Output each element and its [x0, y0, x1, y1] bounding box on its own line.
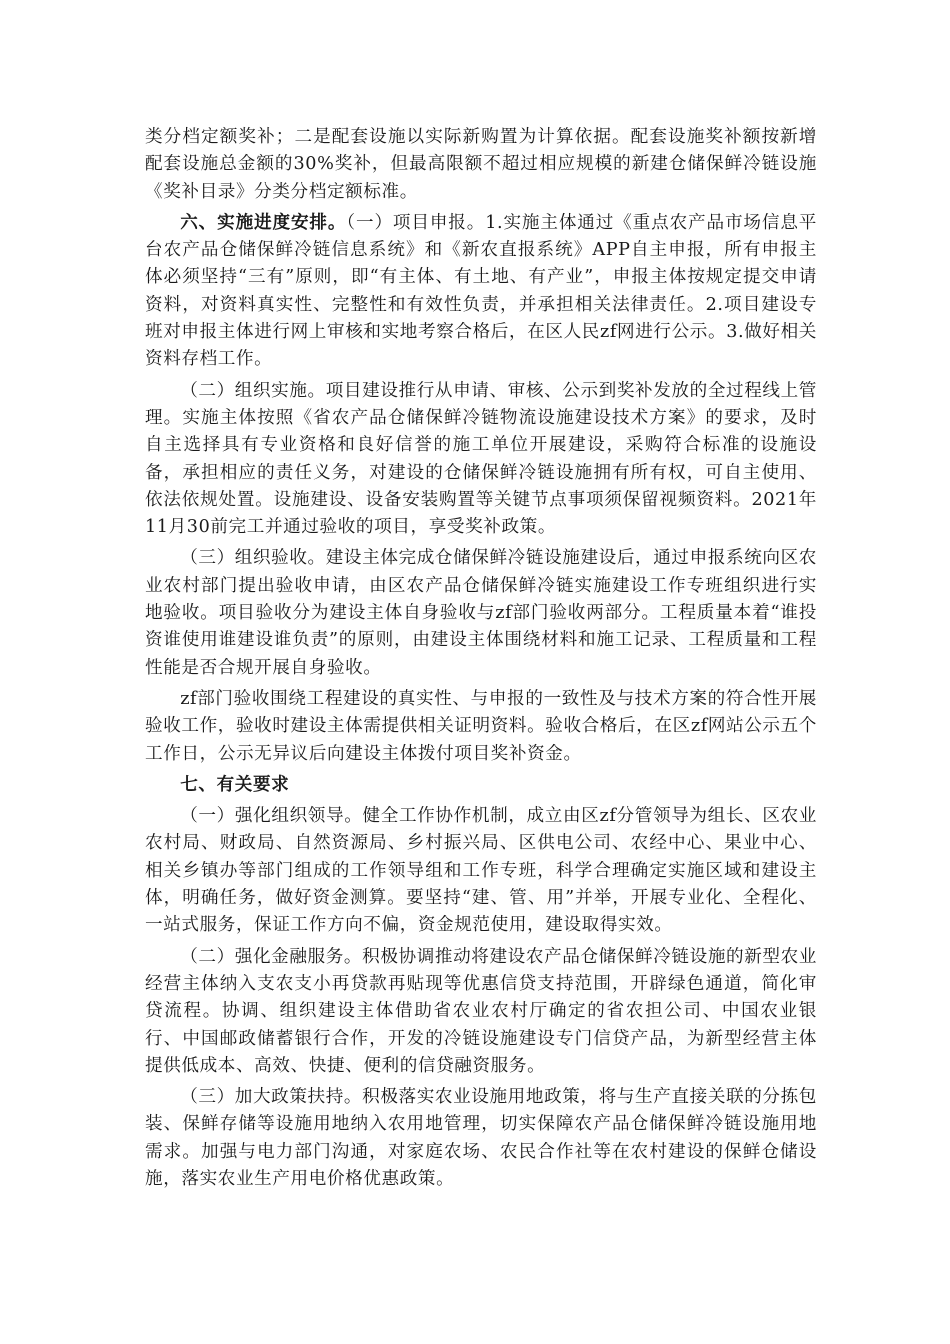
section-6-text: （一）项目申报。1.实施主体通过《重点农产品市场信息平台农产品仓储保鲜冷链信息系统》和《新农直报系统》APP自主申报，所有申报主体必须坚持“三有”原则，即“有主体、有土地、有产业”，申报主体按规定提交申请资料，对资料真实性、完整性和有效性负责，并承担相关法律责任。2.项目建设专班对申报主体进行网上审核和实地考察合格后，在区人民zf网进行公示。3.做好相关资料存档工作。: [145, 212, 817, 370]
paragraph-organize-implementation: （二）组织实施。项目建设推行从申请、审核、公示到奖补发放的全过程线上管理。实施主体按照《省农产品仓储保鲜冷链物流设施建设技术方案》的要求，及时自主选择具有专业资格和良好信誉的施工单位开展建设，采购符合标准的设施设备，承担相应的责任义务，对建设的仓储保鲜冷链设施拥有所有权，可自主使用、依法依规处置。设施建设、设备安装购置等关键节点事项须保留视频资料。2021年11月30前完工并通过验收的项目，享受奖补政策。: [145, 380, 817, 538]
paragraph-organizational-leadership: （一）强化组织领导。健全工作协作机制，成立由区zf分管领导为组长、区农业农村局、财政局、自然资源局、乡村振兴局、区供电公司、农经中心、果业中心、相关乡镇办等部门组成的工作领导组和工作专班，科学合理确定实施区域和建设主体，明确任务，做好资金测算。要坚持“建、管、用”并举，开展专业化、全程化、一站式服务，保证工作方向不偏，资金规范使用，建设取得实效。: [145, 806, 817, 936]
document-body: [145, 124, 817, 1197]
paragraph-financial-services: （二）强化金融服务。积极协调推动将建设农产品仓储保鲜冷链设施的新型农业经营主体纳入支农支小再贷款再贴现等优惠信贷支持范围，开辟绿色通道，简化审贷流程。协调、组织建设主体借助省农业农村厅确定的省农担公司、中国农业银行、中国邮政储蓄银行合作，开发的冷链设施建设专门信贷产品，为新型经营主体提供低成本、高效、快捷、便利的信贷融资服务。: [145, 946, 817, 1076]
paragraph-policy-support: （三）加大政策扶持。积极落实农业设施用地政策，将与生产直接关联的分拣包装、保鲜存储等设施用地纳入农用地管理，切实保障农产品仓储保鲜冷链设施用地需求。加强与电力部门沟通，对家庭农场、农民合作社等在农村建设的保鲜仓储设施，落实农业生产用电价格优惠政策。: [145, 1087, 817, 1189]
section-6-heading: 六、实施进度安排。: [180, 212, 347, 233]
paragraph-government-acceptance: zf部门验收围绕工程建设的真实性、与申报的一致性及与技术方案的符合性开展验收工作，验收时建设主体需提供相关证明资料。验收合格后，在区zf网站公示五个工作日，公示无异议后向建设主体拨付项目奖补资金。: [145, 688, 817, 764]
paragraph-organize-acceptance: （三）组织验收。建设主体完成仓储保鲜冷链设施建设后，通过申报系统向区农业农村部门提出验收申请，由区农产品仓储保鲜冷链实施建设工作专班组织进行实地验收。项目验收分为建设主体自身验收与zf部门验收两部分。工程质量本着“谁投资谁使用谁建设谁负责”的原则，由建设主体围绕材料和施工记录、工程质量和工程性能是否合规开展自身验收。: [145, 548, 817, 678]
section-7-heading: 七、有关要求: [180, 774, 290, 795]
section-6-paragraph: [145, 210, 817, 374]
paragraph-continuation: 类分档定额奖补；二是配套设施以实际新购置为计算依据。配套设施奖补额按新增配套设施总金额的30%奖补，但最高限额不超过相应规模的新建仓储保鲜冷链设施《奖补目录》分类分档定额标准。: [145, 127, 817, 202]
